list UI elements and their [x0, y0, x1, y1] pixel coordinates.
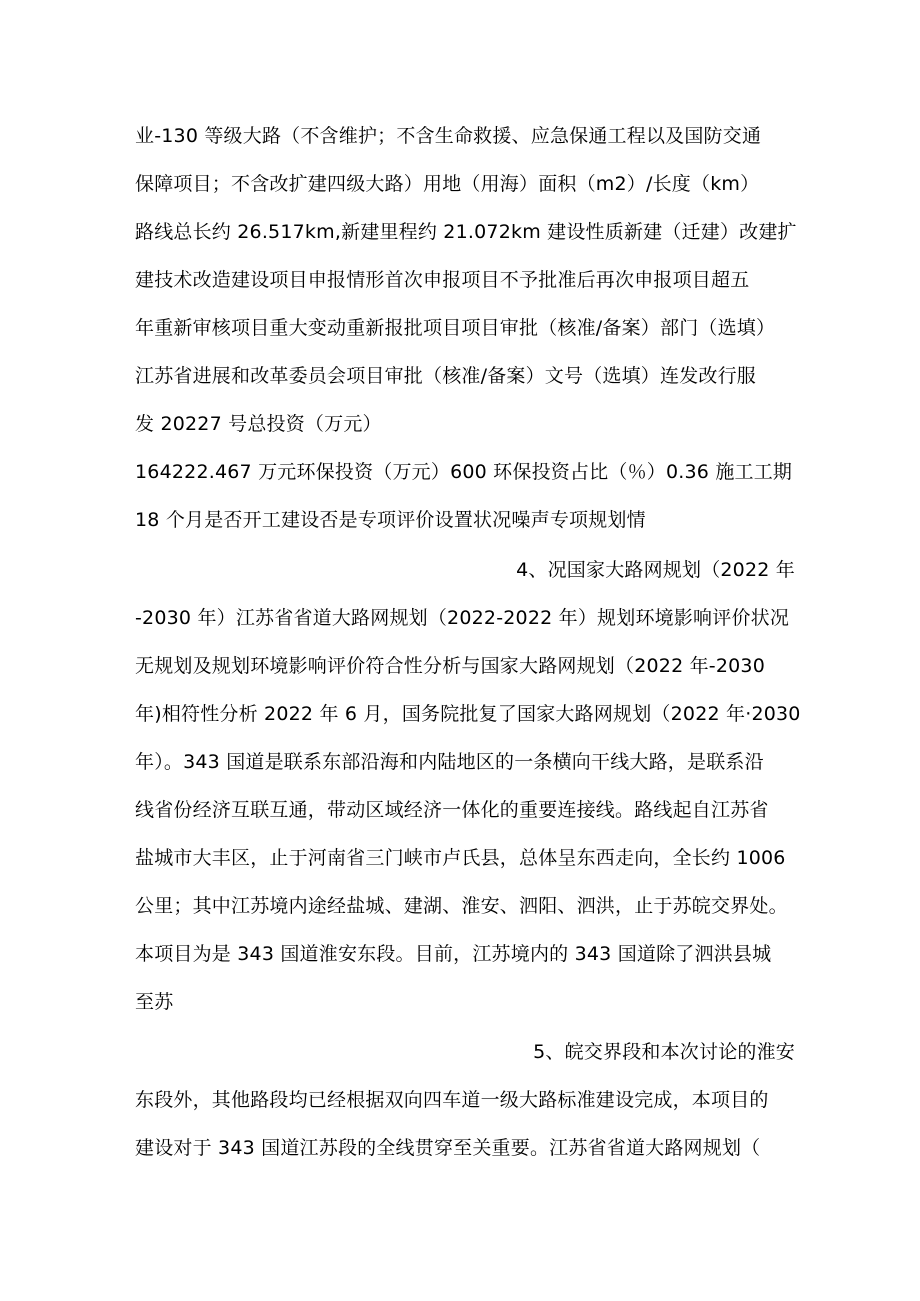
text-line: 盐城市大丰区，止于河南省三门峡市卢氏县，总体呈东西走向，全长约 1006 — [135, 847, 786, 869]
text-line: 江苏省进展和改革委员会项目审批（核准/备案）文号（选填）连发改行服 — [135, 365, 757, 387]
text-line: 发 20227 号总投资（万元） — [135, 413, 382, 435]
text-line: 无规划及规划环境影响评价符合性分析与国家大路网规划（2022 年-2030 — [135, 655, 766, 677]
text-line: 年）。343 国道是联系东部沿海和内陆地区的一条横向干线大路，是联系沿 — [135, 751, 764, 773]
text-line: 164222.467 万元环保投资（万元）600 环保投资占比（％）0.36 施工工期 — [135, 461, 793, 483]
section-heading-4: 4、况国家大路网规划（2022 年 — [516, 559, 795, 581]
section-heading-5: 5、皖交界段和本次讨论的淮安 — [533, 1041, 795, 1063]
text-line: 公里；其中江苏境内途经盐城、建湖、淮安、泗阳、泗洪，止于苏皖交界处。 — [135, 895, 788, 917]
text-line: 建技术改造建设项目申报情形首次申报项目不予批准后再次申报项目超五 — [135, 269, 750, 291]
text-line: 东段外，其他路段均已经根据双向四车道一级大路标准建设完成，本项目的 — [135, 1089, 769, 1111]
text-line: 业-130 等级大路（不含维护；不含生命救援、应急保通工程以及国防交通 — [135, 125, 762, 147]
text-line: 至苏 — [135, 991, 174, 1013]
text-line: 线省份经济互联互通，带动区域经济一体化的重要连接线。路线起自江苏省 — [135, 799, 769, 821]
text-line: 建设对于 343 国道江苏段的全线贯穿至关重要。江苏省省道大路网规划（ — [135, 1137, 761, 1159]
text-line: -2030 年）江苏省省道大路网规划（2022-2022 年）规划环境影响评价状况 — [135, 607, 790, 629]
text-line: 本项目为是 343 国道淮安东段。目前，江苏境内的 343 国道除了泗洪县城 — [135, 943, 772, 965]
text-line: 年)相符性分析 2022 年 6 月，国务院批复了国家大路网规划（2022 年·2030 — [135, 703, 801, 725]
text-line: 路线总长约 26.517km,新建里程约 21.072km 建设性质新建（迁建）改建扩 — [135, 221, 797, 243]
text-line: 18 个月是否开工建设否是专项评价设置状况噪声专项规划情 — [135, 509, 646, 531]
text-line: 保障项目；不含改扩建四级大路）用地（用海）面积（m2）/长度（km） — [135, 173, 760, 195]
text-line: 年重新审核项目重大变动重新报批项目项目审批（核准/备案）部门（选填） — [135, 317, 776, 339]
